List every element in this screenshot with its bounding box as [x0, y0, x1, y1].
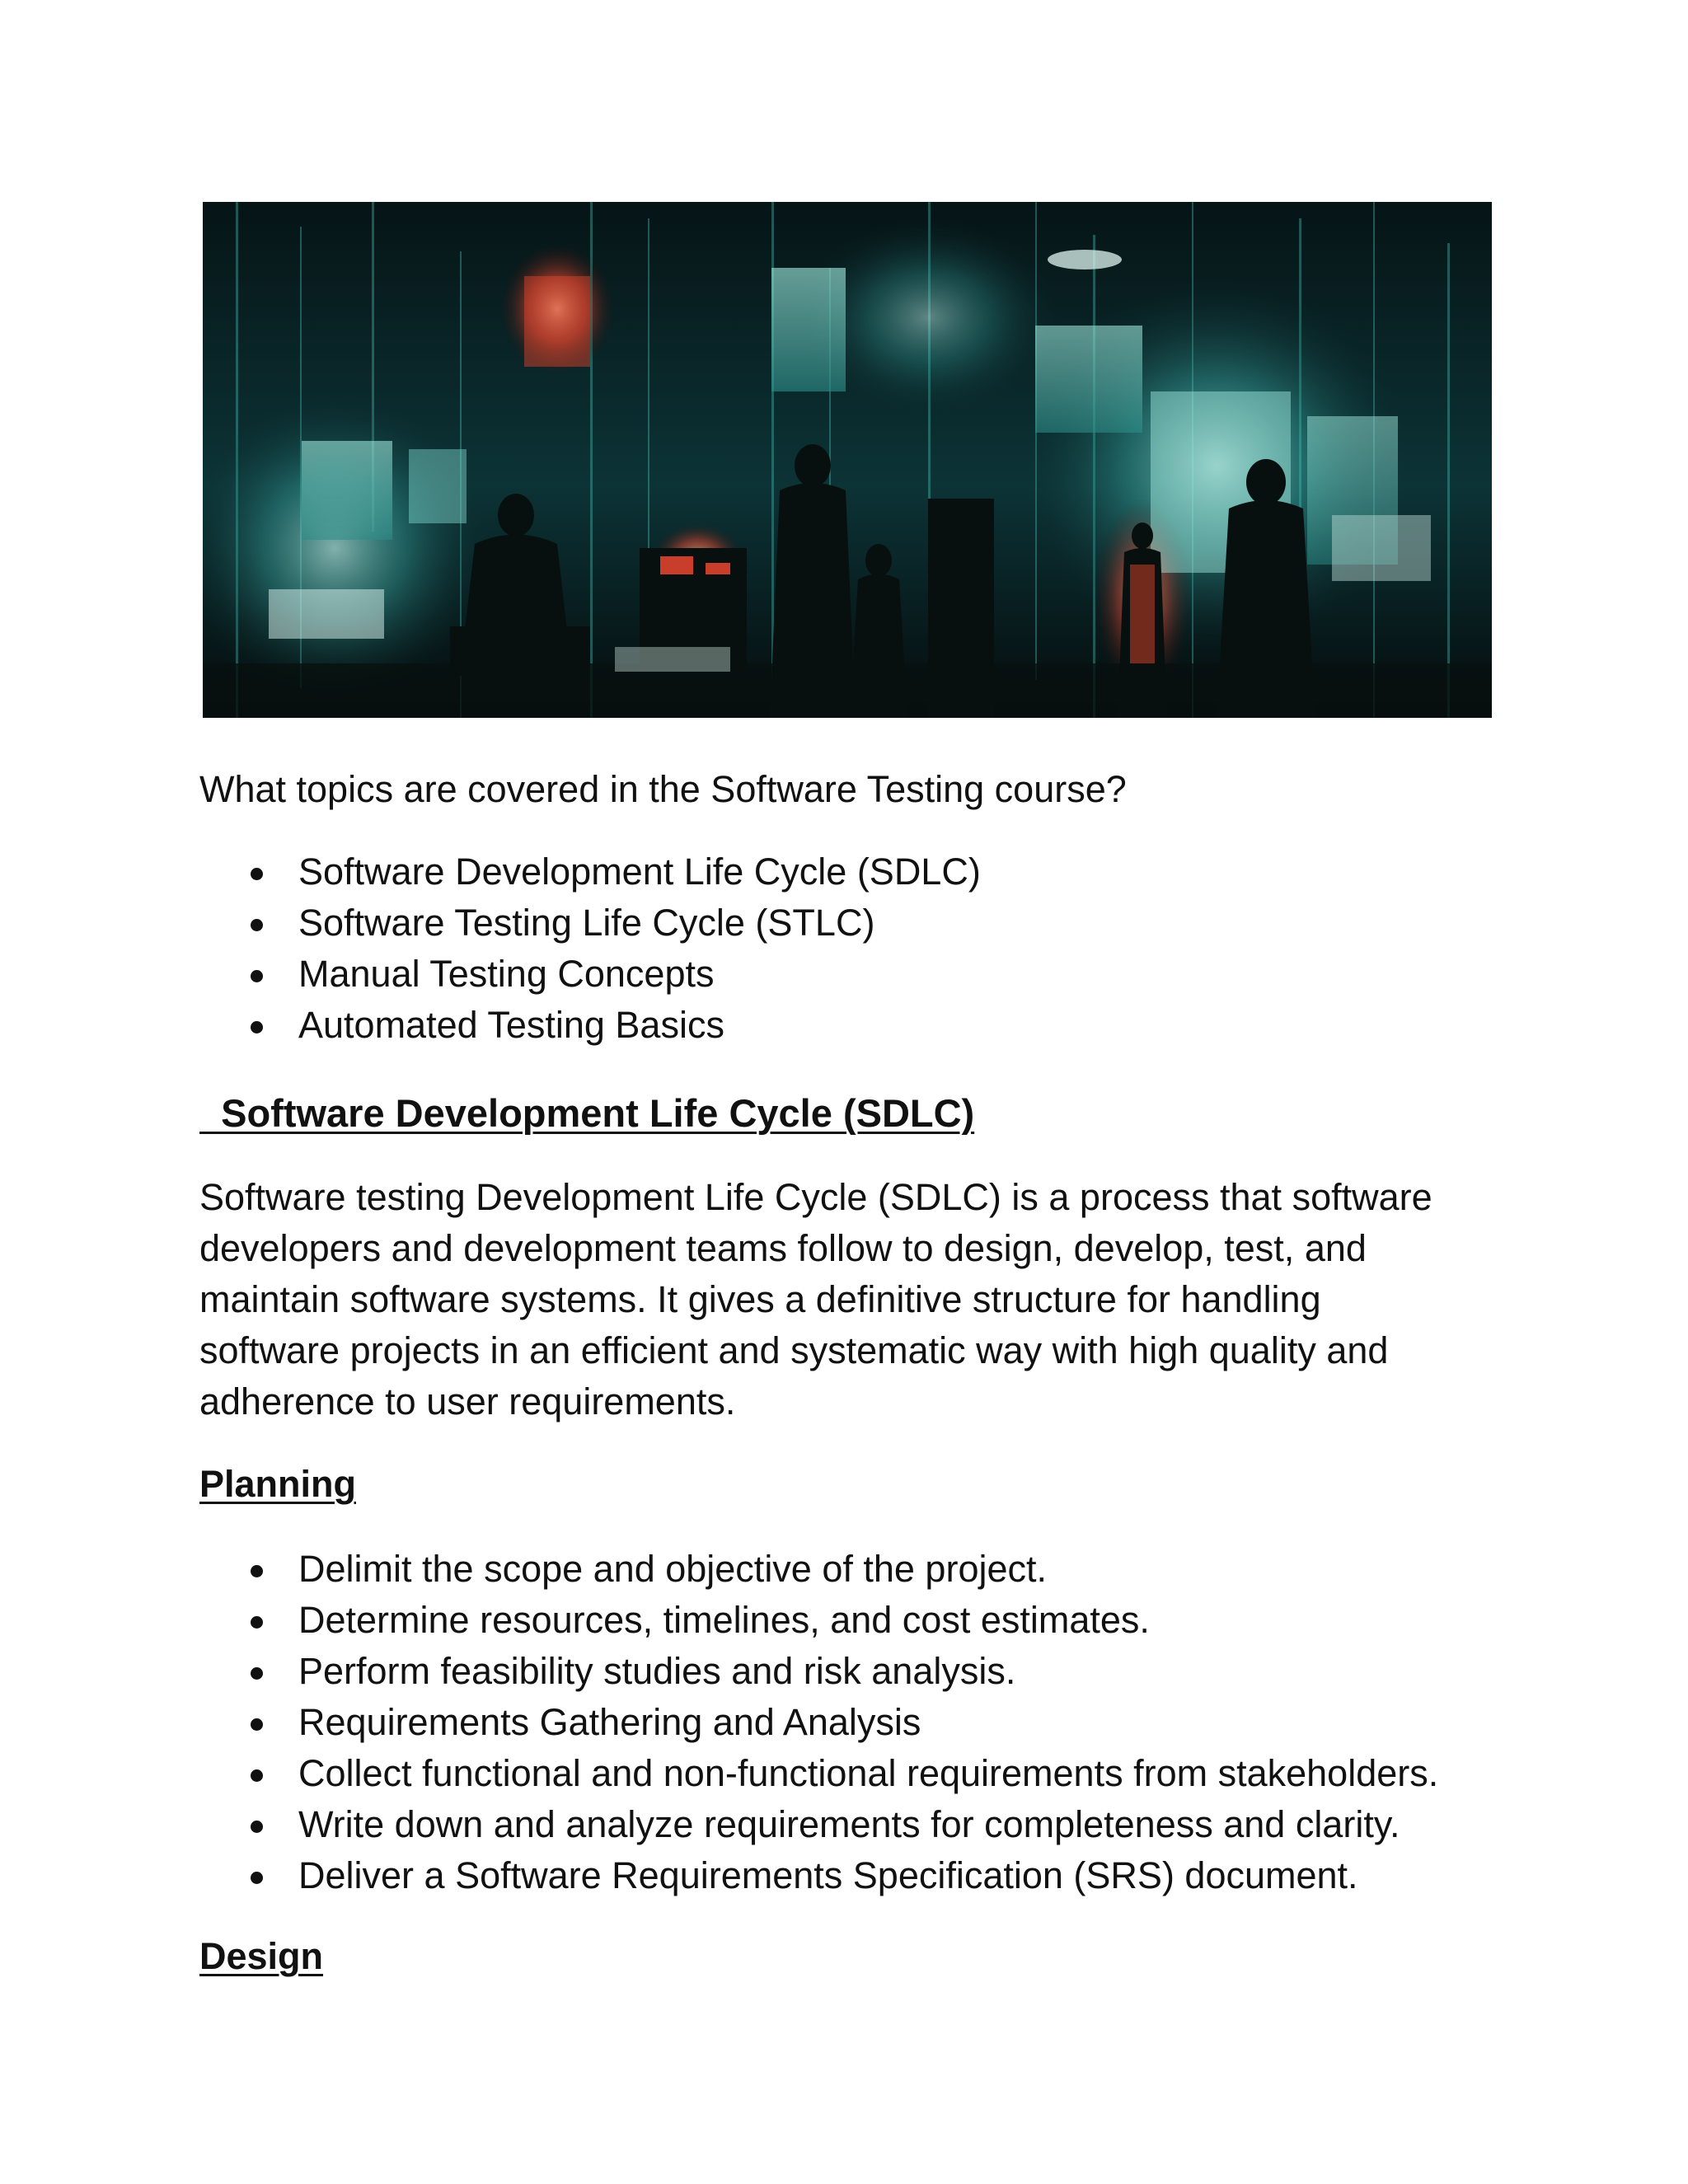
bullet-icon — [251, 868, 263, 880]
list-item-text: Manual Testing Concepts — [298, 953, 715, 995]
cyber-room-illustration — [203, 202, 1492, 718]
list-item — [199, 846, 981, 898]
planning-list — [199, 1544, 1438, 1901]
list-item-text: Software Testing Life Cycle (STLC) — [298, 902, 875, 944]
design-heading: Design — [199, 1935, 324, 1977]
bullet-icon — [251, 1872, 263, 1884]
paragraph-line: developers and development teams follow to design, develop, test, and — [199, 1227, 1367, 1269]
list-item — [199, 949, 981, 1000]
bullet-icon — [251, 919, 263, 931]
bullet-icon — [251, 1821, 263, 1833]
list-item-text: Requirements Gathering and Analysis — [298, 1701, 921, 1743]
paragraph-line: maintain software systems. It gives a definitive structure for handling — [199, 1278, 1321, 1320]
list-item — [199, 1799, 1438, 1850]
list-item — [199, 1748, 1438, 1799]
bullet-icon — [251, 1667, 263, 1680]
list-item-text: Delimit the scope and objective of the project. — [298, 1548, 1047, 1590]
list-item-text: Determine resources, timelines, and cost estimates. — [298, 1599, 1150, 1641]
bullet-icon — [251, 1616, 263, 1629]
bullet-icon — [251, 1565, 263, 1577]
paragraph-line: software projects in an efficient and systematic way with high quality and — [199, 1329, 1389, 1371]
course-question: What topics are covered in the Software Testing course? — [199, 768, 1127, 810]
sdlc-paragraph — [199, 1172, 1518, 1427]
list-item-text: Deliver a Software Requirements Specification (SRS) document. — [298, 1854, 1358, 1896]
paragraph-line: Software testing Development Life Cycle (SDLC) is a process that software — [199, 1176, 1432, 1218]
list-item-text: Software Development Life Cycle (SDLC) — [298, 851, 981, 893]
list-item-text: Collect functional and non-functional requirements from stakeholders. — [298, 1752, 1439, 1794]
list-item — [199, 1544, 1438, 1595]
list-item-text: Perform feasibility studies and risk analysis. — [298, 1650, 1016, 1692]
list-item — [199, 1850, 1438, 1901]
list-item — [199, 898, 981, 949]
planning-heading: Planning — [199, 1463, 356, 1505]
list-item-text: Automated Testing Basics — [298, 1004, 724, 1046]
list-item — [199, 1697, 1438, 1748]
list-item — [199, 1646, 1438, 1697]
paragraph-line: adherence to user requirements. — [199, 1380, 736, 1422]
bullet-icon — [251, 1021, 263, 1033]
bullet-icon — [251, 1718, 263, 1731]
topics-list — [199, 846, 981, 1051]
list-item — [199, 1000, 981, 1051]
hero-image — [203, 202, 1492, 718]
bullet-icon — [251, 1769, 263, 1782]
sdlc-heading: Software Development Life Cycle (SDLC) — [199, 1091, 975, 1135]
list-item-text: Write down and analyze requirements for completeness and clarity. — [298, 1803, 1400, 1845]
bullet-icon — [251, 970, 263, 982]
list-item — [199, 1595, 1438, 1646]
